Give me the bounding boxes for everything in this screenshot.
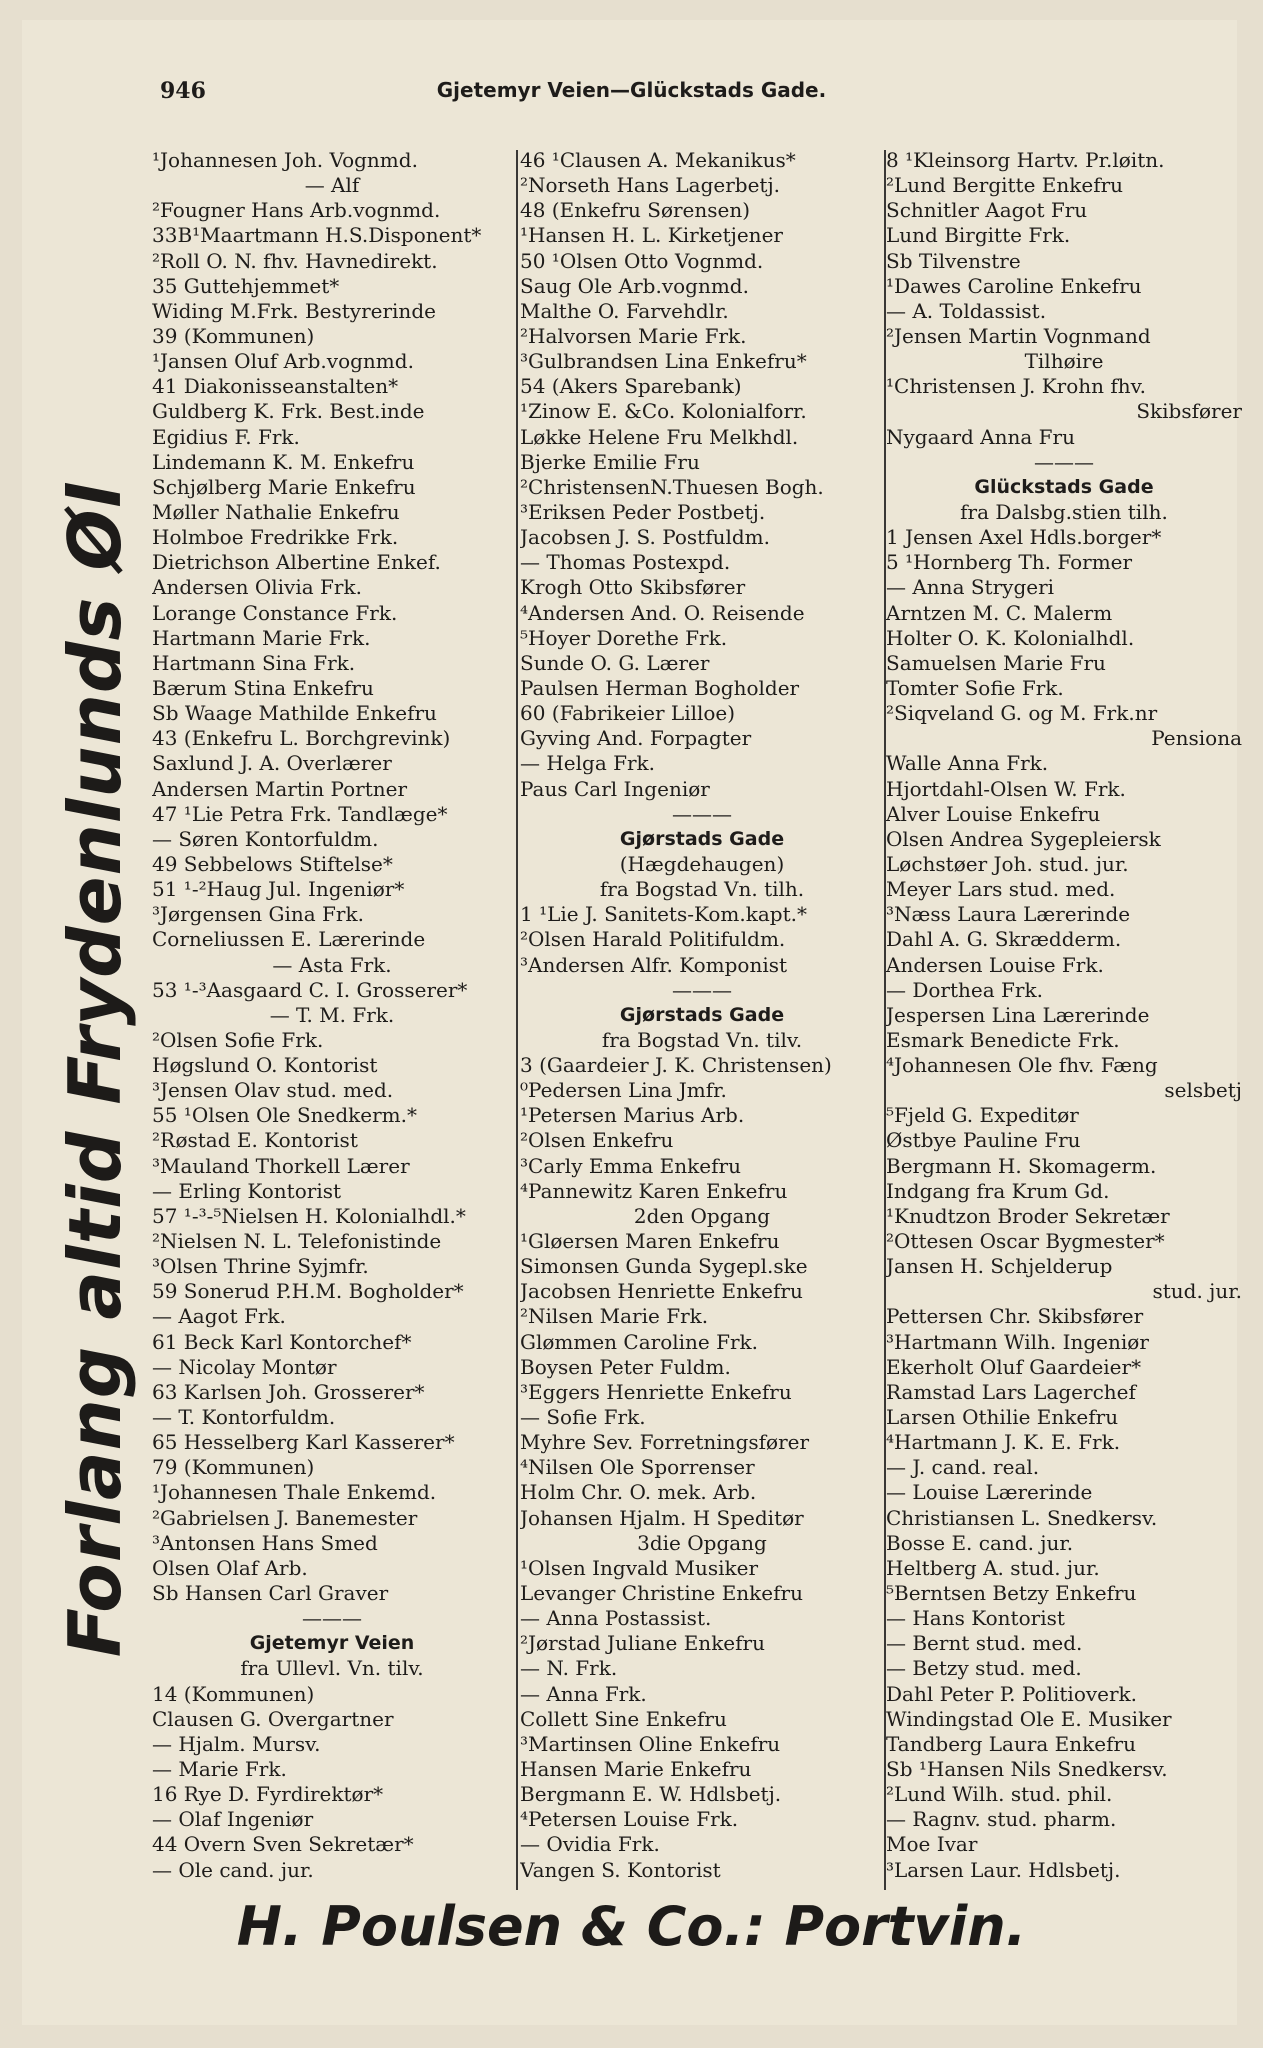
directory-entry: ²Gabrielsen J. Banemester	[152, 1505, 418, 1530]
directory-entry: ²Roll O. N. fhv. Havnedirekt.	[152, 248, 438, 273]
directory-entry: ³Gulbrandsen Lina Enkefru*	[520, 349, 807, 374]
directory-entry: Hartmann Sina Frk.	[152, 650, 356, 675]
directory-entry: 3die Opgang	[637, 1530, 767, 1555]
directory-entry: ²Halvorsen Marie Frk.	[520, 323, 747, 348]
directory-entry: ¹Christensen J. Krohn fhv.	[886, 374, 1146, 399]
directory-entry: 57 ¹-³-⁵Nielsen H. Kolonialhdl.*	[152, 1203, 466, 1228]
directory-entry: Bergmann E. W. Hdlsbetj.	[520, 1782, 782, 1807]
directory-entry: Simonsen Gunda Sygepl.ske	[520, 1254, 808, 1279]
directory-entry: ⁴Nilsen Ole Sporrenser	[520, 1455, 755, 1480]
directory-entry: 61 Beck Karl Kontorchef*	[152, 1329, 412, 1354]
directory-entry: 60 (Fabrikeier Lilloe)	[520, 701, 736, 726]
directory-entry: 43 (Enkefru L. Borchgrevink)	[152, 726, 451, 751]
directory-entry: Glømmen Caroline Frk.	[520, 1329, 759, 1354]
street-heading: Gjørstads Gade	[619, 827, 785, 850]
directory-entry: Clausen G. Overgartner	[152, 1706, 394, 1731]
directory-entry: Corneliussen E. Lærerinde	[152, 927, 426, 952]
directory-entry: ³Jensen Olav stud. med.	[152, 1078, 394, 1103]
directory-entry: Vangen S. Kontorist	[520, 1857, 721, 1882]
directory-entry: ³Andersen Alfr. Komponist	[520, 952, 788, 977]
directory-entry: Jacobsen Henriette Enkefru	[520, 1279, 803, 1304]
directory-entry: 41 Diakonisseanstalten*	[152, 374, 399, 399]
directory-entry: — Ole cand. jur.	[152, 1857, 314, 1882]
directory-entry: Paus Carl Ingeniør	[520, 776, 710, 801]
directory-entry: — Ragnv. stud. pharm.	[886, 1807, 1117, 1832]
directory-entry: Høgslund O. Kontorist	[152, 1053, 378, 1078]
directory-entry: Hjortdahl-Olsen W. Frk.	[886, 776, 1126, 801]
directory-entry: — Anna Postassist.	[520, 1606, 712, 1631]
directory-entry: ⁵Hoyer Dorethe Frk.	[520, 625, 728, 650]
directory-entry: Christiansen L. Snedkersv.	[886, 1505, 1158, 1530]
directory-entry: Skibsfører	[1136, 399, 1242, 424]
directory-entry: 50 ¹Olsen Otto Vognmd.	[520, 248, 764, 273]
directory-entry: Bærum Stina Enkefru	[152, 675, 374, 700]
directory-entry: Ekerholt Oluf Gaardeier*	[886, 1354, 1142, 1379]
directory-entry: 47 ¹Lie Petra Frk. Tandlæge*	[152, 801, 448, 826]
directory-entry: 35 Guttehjemmet*	[152, 273, 340, 298]
directory-entry: 44 Overn Sven Sekretær*	[152, 1832, 414, 1857]
directory-entry: — T. M. Frk.	[269, 1002, 395, 1027]
directory-entry: Alver Louise Enkefru	[886, 801, 1101, 826]
directory-entry: ²Lund Wilh. stud. phil.	[886, 1782, 1113, 1807]
directory-entry: Olsen Andrea Sygepleiersk	[886, 826, 1161, 851]
directory-entry: — Dorthea Frk.	[886, 977, 1043, 1002]
directory-entry: Larsen Othilie Enkefru	[886, 1405, 1119, 1430]
directory-entry: Gyving And. Forpagter	[520, 726, 752, 751]
directory-entry: 1 ¹Lie J. Sanitets-Kom.kapt.*	[520, 902, 807, 927]
directory-entry: — Betzy stud. med.	[886, 1656, 1082, 1681]
directory-entry: ²Olsen Sofie Frk.	[152, 1027, 324, 1052]
directory-entry: Heltberg A. stud. jur.	[886, 1555, 1100, 1580]
directory-entry: 79 (Kommunen)	[152, 1455, 315, 1480]
directory-entry: 3 (Gaardeier J. K. Christensen)	[520, 1053, 832, 1078]
directory-entry: 46 ¹Clausen A. Mekanikus*	[520, 148, 796, 172]
directory-entry: Myhre Sev. Forretningsfører	[520, 1430, 810, 1455]
directory-entry: ²Røstad E. Kontorist	[152, 1128, 358, 1153]
directory-entry: fra Bogstad Vn. tilv.	[601, 1027, 803, 1052]
directory-entry: — Asta Frk.	[272, 952, 392, 977]
directory-entry: 55 ¹Olsen Ole Snedkerm.*	[152, 1103, 417, 1128]
directory-entry: fra Ullevl. Vn. tilv.	[240, 1656, 424, 1681]
directory-entry: Dahl A. G. Skrædderm.	[886, 927, 1122, 952]
directory-entry: — J. cand. real.	[886, 1455, 1040, 1480]
directory-entry: 51 ¹-²Haug Jul. Ingeniør*	[152, 877, 405, 902]
directory-entry: ¹Dawes Caroline Enkefru	[886, 273, 1142, 298]
directory-entry: ²Fougner Hans Arb.vognmd.	[152, 198, 441, 223]
directory-entry: Bosse E. cand. jur.	[886, 1530, 1074, 1555]
directory-entry: — Thomas Postexpd.	[520, 550, 731, 575]
directory-entry: 1 Jensen Axel Hdls.borger*	[886, 525, 1162, 550]
directory-entry: ³Jørgensen Gina Frk.	[152, 902, 364, 927]
directory-entry: Esmark Benedicte Frk.	[886, 1027, 1120, 1052]
directory-entry: — Søren Kontorfuldm.	[152, 826, 379, 851]
bottom-advertisement: H. Poulsen & Co.: Portvin.	[236, 1895, 1027, 1958]
directory-entry: (Hægdehaugen)	[619, 851, 785, 876]
page-header	[0, 78, 1263, 114]
directory-entry: Boysen Peter Fuldm.	[520, 1354, 731, 1379]
directory-entry: ¹Knudtzon Broder Sekretær	[886, 1203, 1170, 1228]
directory-entry: 48 (Enkefru Sørensen)	[520, 198, 751, 223]
directory-column-1	[152, 148, 512, 1883]
directory-entry: — Anna Frk.	[520, 1681, 647, 1706]
directory-entry: ¹Gløersen Maren Enkefru	[520, 1229, 780, 1254]
directory-entry: ¹Jansen Oluf Arb.vognmd.	[152, 349, 414, 374]
directory-entry: fra Bogstad Vn. tilh.	[599, 877, 805, 902]
directory-entry: — A. Toldassist.	[886, 298, 1047, 323]
directory-entry: 5 ¹Hornberg Th. Former	[886, 550, 1133, 575]
directory-entry: ⁴Pannewitz Karen Enkefru	[520, 1178, 788, 1203]
directory-entry: Walle Anna Frk.	[886, 751, 1049, 776]
directory-entry: Widing M.Frk. Bestyrerinde	[152, 298, 436, 323]
directory-entry: ³Mauland Thorkell Lærer	[152, 1153, 410, 1178]
directory-entry: Tilhøire	[1024, 349, 1104, 374]
directory-entry: ⁴Petersen Louise Frk.	[520, 1807, 739, 1832]
directory-entry: Tandberg Laura Enkefru	[886, 1731, 1136, 1756]
directory-entry: fra Dalsbg.stien tilh.	[960, 499, 1168, 524]
street-heading: Gjørstads Gade	[619, 1003, 785, 1026]
directory-entry: — Marie Frk.	[152, 1757, 287, 1781]
directory-entry: 16 Rye D. Fyrdirektør*	[152, 1782, 384, 1807]
directory-entry: 59 Sonerud P.H.M. Bogholder*	[152, 1279, 464, 1304]
directory-entry: ²Nilsen Marie Frk.	[520, 1304, 709, 1329]
directory-entry: ²Norseth Hans Lagerbetj.	[520, 173, 780, 198]
directory-entry: Jacobsen J. S. Postfuldm.	[520, 525, 770, 550]
directory-entry: ²Siqveland G. og M. Frk.nr	[886, 701, 1158, 726]
directory-entry: Levanger Christine Enkefru	[520, 1581, 803, 1606]
directory-entry: ¹Olsen Ingvald Musiker	[520, 1555, 759, 1580]
directory-entry: Bjerke Emilie Fru	[520, 449, 700, 474]
directory-entry: Sb Hansen Carl Graver	[152, 1581, 389, 1606]
directory-entry: Saxlund J. A. Overlærer	[152, 751, 392, 776]
directory-entry: Schnitler Aagot Fru	[886, 198, 1088, 223]
directory-entry: 39 (Kommunen)	[152, 323, 315, 348]
directory-entry: Lorange Constance Frk.	[152, 600, 398, 625]
directory-entry: Andersen Olivia Frk.	[152, 575, 362, 600]
directory-entry: ⁵Berntsen Betzy Enkefru	[886, 1581, 1137, 1606]
directory-entry: ⁴Johannesen Ole fhv. Fæng	[886, 1053, 1158, 1078]
directory-column-3	[886, 148, 1242, 1883]
directory-entry: 54 (Akers Sparebank)	[520, 374, 742, 399]
directory-entry: Løchstøer Joh. stud. jur.	[886, 851, 1129, 876]
directory-entry: ⁰Pedersen Lina Jmfr.	[520, 1078, 727, 1103]
directory-entry: ⁵Fjeld G. Expeditør	[886, 1103, 1079, 1128]
directory-entry: Dahl Peter P. Politioverk.	[886, 1681, 1138, 1706]
directory-entry: ¹Johannesen Joh. Vognmd.	[152, 148, 418, 172]
directory-entry: — Erling Kontorist	[152, 1178, 342, 1203]
directory-entry: Nygaard Anna Fru	[886, 424, 1075, 449]
directory-entry: Saug Ole Arb.vognmd.	[520, 273, 749, 298]
directory-entry: Bergmann H. Skomagerm.	[886, 1153, 1157, 1178]
directory-entry: ³Martinsen Oline Enkefru	[520, 1731, 781, 1756]
directory-entry: — Sofie Frk.	[520, 1405, 646, 1430]
directory-entry: Sb Tilvenstre	[886, 248, 1021, 273]
directory-entry: Sb Waage Mathilde Enkefru	[152, 701, 437, 726]
directory-entry: Møller Nathalie Enkefru	[152, 499, 400, 524]
directory-entry: Sunde O. G. Lærer	[520, 650, 710, 675]
directory-entry: ²ChristensenN.Thuesen Bogh.	[520, 474, 824, 499]
directory-entry: Hartmann Marie Frk.	[152, 625, 371, 650]
directory-entry: ²Nielsen N. L. Telefonistinde	[152, 1229, 442, 1254]
directory-entry: Arntzen M. C. Malerm	[886, 600, 1113, 625]
directory-entry: Ramstad Lars Lagerchef	[886, 1379, 1136, 1404]
directory-entry: — Louise Lærerinde	[886, 1480, 1093, 1505]
directory-entry: Malthe O. Farvehdlr.	[520, 298, 729, 323]
directory-entry: 63 Karlsen Joh. Grosserer*	[152, 1379, 425, 1404]
directory-entry: Løkke Helene Fru Melkhdl.	[520, 424, 799, 449]
directory-entry: Indgang fra Krum Gd.	[886, 1178, 1110, 1203]
directory-entry: Holter O. K. Kolonialhdl.	[886, 625, 1135, 650]
directory-entry: ¹Hansen H. L. Kirketjener	[520, 223, 783, 248]
directory-entry: — Olaf Ingeniør	[152, 1807, 314, 1832]
directory-entry: ¹Johannesen Thale Enkemd.	[152, 1480, 437, 1505]
directory-entry: stud. jur.	[1152, 1279, 1242, 1304]
directory-entry: ———	[1034, 449, 1094, 474]
directory-entry: ¹Petersen Marius Arb.	[520, 1103, 745, 1128]
directory-entry: — Ovidia Frk.	[520, 1832, 660, 1857]
directory-entry: ———	[672, 977, 732, 1002]
directory-entry: ³Olsen Thrine Syjmfr.	[152, 1254, 369, 1279]
directory-entry: Schjølberg Marie Enkefru	[152, 474, 416, 499]
directory-entry: — N. Frk.	[520, 1656, 618, 1681]
directory-entry: ²Jensen Martin Vognmand	[886, 323, 1151, 348]
directory-entry: ⁴Andersen And. O. Reisende	[520, 600, 805, 625]
directory-entry: 33B¹Maartmann H.S.Disponent*	[152, 223, 482, 248]
directory-entry: 49 Sebbelows Stiftelse*	[152, 851, 393, 876]
side-advertisement: Forlang altid Frydenlunds Øl	[53, 482, 137, 1658]
directory-entry: Dietrichson Albertine Enkef.	[152, 550, 441, 575]
directory-entry: ³Hartmann Wilh. Ingeniør	[886, 1329, 1149, 1354]
street-heading: Glückstads Gade	[974, 475, 1154, 498]
directory-entry: selsbetj	[1164, 1078, 1242, 1103]
directory-entry: 2den Opgang	[633, 1203, 771, 1228]
directory-entry: ³Antonsen Hans Smed	[152, 1530, 378, 1555]
directory-entry: 8 ¹Kleinsorg Hartv. Pr.løitn.	[886, 148, 1165, 172]
directory-column-2	[520, 148, 884, 1883]
directory-entry: — Bernt stud. med.	[886, 1631, 1083, 1656]
directory-entry: ²Olsen Enkefru	[520, 1128, 674, 1153]
directory-entry: ²Jørstad Juliane Enkefru	[520, 1631, 765, 1656]
directory-entry: Paulsen Herman Bogholder	[520, 675, 800, 700]
directory-entry: 14 (Kommunen)	[152, 1681, 315, 1706]
page-number: 946	[160, 78, 206, 104]
directory-entry: ———	[672, 801, 732, 826]
directory-entry: ¹Zinow E. &Co. Kolonialforr.	[520, 399, 807, 424]
column-divider	[516, 150, 518, 1890]
directory-entry: — Nicolay Montør	[152, 1354, 337, 1379]
directory-entry: Collett Sine Enkefru	[520, 1706, 727, 1731]
directory-entry: Tomter Sofie Frk.	[886, 675, 1064, 700]
directory-entry: ³Carly Emma Enkefru	[520, 1153, 741, 1178]
directory-entry: Pettersen Chr. Skibsfører	[886, 1304, 1144, 1329]
directory-entry: ³Eggers Henriette Enkefru	[520, 1379, 792, 1404]
directory-entry: — Anna Strygeri	[886, 575, 1055, 600]
directory-entry: ²Lund Bergitte Enkefru	[886, 173, 1124, 198]
directory-entry: — T. Kontorfuldm.	[152, 1405, 336, 1430]
directory-entry: 53 ¹-³Aasgaard C. I. Grosserer*	[152, 977, 468, 1002]
directory-entry: Østbye Pauline Fru	[886, 1128, 1081, 1153]
directory-entry: Samuelsen Marie Fru	[886, 650, 1106, 675]
directory-entry: Lund Birgitte Frk.	[886, 223, 1071, 248]
directory-entry: ³Eriksen Peder Postbetj.	[520, 499, 766, 524]
directory-entry: ⁴Hartmann J. K. E. Frk.	[886, 1430, 1121, 1455]
directory-entry: Andersen Martin Portner	[152, 776, 408, 801]
directory-entry: Andersen Louise Frk.	[886, 952, 1104, 977]
directory-entry: ²Ottesen Oscar Bygmester*	[886, 1229, 1165, 1254]
directory-entry: Windingstad Ole E. Musiker	[886, 1706, 1172, 1731]
directory-entry: Egidius F. Frk.	[152, 424, 300, 449]
directory-entry: Guldberg K. Frk. Best.inde	[152, 399, 425, 424]
page-title: Gjetemyr Veien—Glückstads Gade.	[436, 78, 827, 102]
directory-entry: — Hans Kontorist	[886, 1606, 1065, 1631]
directory-entry: ———	[302, 1606, 362, 1631]
directory-entry: Holm Chr. O. mek. Arb.	[520, 1480, 757, 1505]
directory-entry: Jespersen Lina Lærerinde	[886, 1002, 1150, 1027]
directory-entry: Moe Ivar	[886, 1832, 978, 1857]
directory-entry: ³Larsen Laur. Hdlsbetj.	[886, 1857, 1121, 1882]
directory-entry: ²Olsen Harald Politifuldm.	[520, 927, 786, 952]
street-heading: Gjetemyr Veien	[249, 1632, 415, 1655]
directory-entry: — Hjalm. Mursv.	[152, 1731, 321, 1756]
directory-entry: ³Næss Laura Lærerinde	[886, 902, 1131, 927]
directory-entry: — Aagot Frk.	[152, 1304, 286, 1329]
directory-entry: Pensiona	[1151, 726, 1242, 751]
directory-entry: Hansen Marie Enkefru	[520, 1757, 752, 1781]
directory-entry: Jansen H. Schjelderup	[886, 1254, 1113, 1279]
directory-entry: — Helga Frk.	[520, 751, 656, 776]
directory-entry: Sb ¹Hansen Nils Snedkersv.	[886, 1757, 1168, 1781]
directory-entry: 65 Hesselberg Karl Kasserer*	[152, 1430, 455, 1455]
directory-entry: Olsen Olaf Arb.	[152, 1555, 308, 1580]
directory-entry: Lindemann K. M. Enkefru	[152, 449, 415, 474]
directory-entry: Meyer Lars stud. med.	[886, 877, 1116, 902]
directory-entry: Holmboe Fredrikke Frk.	[152, 525, 399, 550]
directory-entry: Johansen Hjalm. H Speditør	[520, 1505, 804, 1530]
directory-entry: Krogh Otto Skibsfører	[520, 575, 746, 600]
directory-entry: — Alf	[304, 173, 360, 198]
